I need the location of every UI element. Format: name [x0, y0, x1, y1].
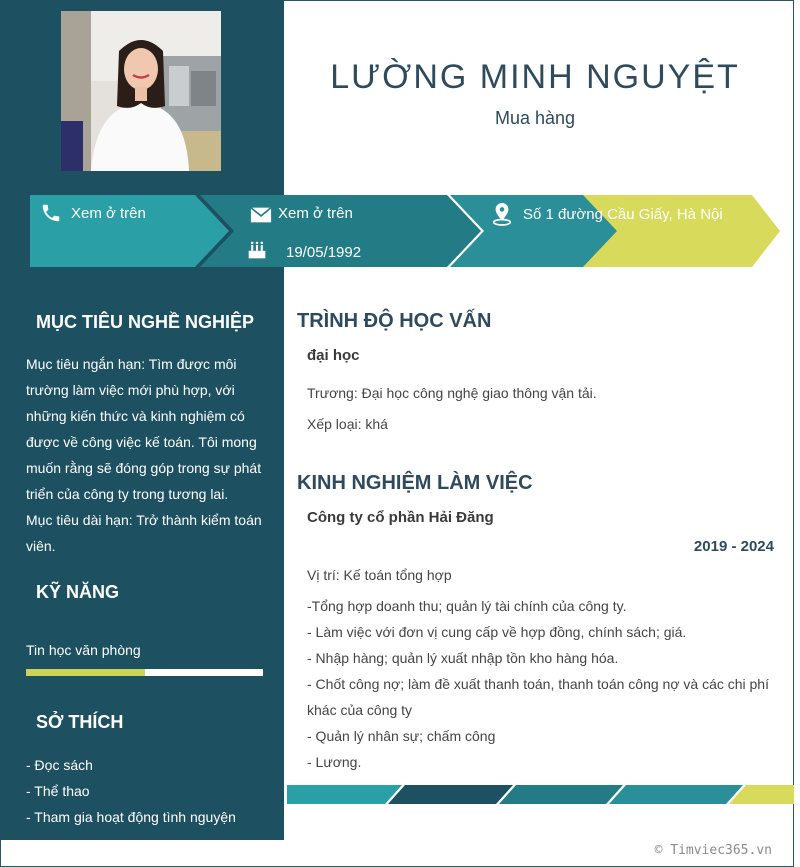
hobbies-heading: SỞ THÍCH	[36, 712, 124, 732]
skill-name: Tin học văn phòng	[26, 642, 141, 658]
contact-email: Xem ở trên	[278, 205, 353, 222]
contact-birthday: 19/05/1992	[286, 244, 362, 261]
contact-address: Số 1 đường Cầu Giấy, Hà Nội	[523, 206, 723, 223]
copyright-text: © Timviec365.vn	[654, 843, 772, 858]
duty-item: - Quản lý nhân sự; chấm công	[307, 728, 496, 744]
job-title: Mua hàng	[494, 108, 576, 128]
skill-level-fill	[26, 669, 145, 676]
location-pin-icon	[491, 202, 513, 226]
birthday-cake-icon	[247, 240, 267, 260]
duty-item: - Chốt công nợ; làm đề xuất thanh toán, thanh toán công nợ và các chi phí khác của công ty	[307, 676, 769, 718]
education-school: Trương: Đại học công nghệ giao thông vận tải.	[307, 385, 597, 401]
education-degree: đại học	[307, 347, 360, 364]
hobby-item: - Đọc sách	[26, 757, 93, 773]
duty-item: - Làm việc với đơn vị cung cấp về hợp đồng, chính sách; giá.	[307, 624, 687, 640]
experience-position: Vị trí: Kế toán tổng hợp	[307, 567, 452, 583]
candidate-name: LƯỜNG MINH NGUYỆT	[330, 58, 740, 96]
skills-heading: KỸ NĂNG	[36, 582, 120, 602]
duty-item: - Lương.	[307, 754, 362, 770]
experience-heading: KINH NGHIỆM LÀM VIỆC	[297, 472, 533, 494]
mail-icon	[250, 206, 272, 224]
footer-stripe	[287, 785, 794, 804]
career-objective-text: Mục tiêu ngắn hạn: Tìm được môi trường làm việc mới phù hợp, với những kiến thức và kinh nghiệm có được về công việc kế toán. Tôi mong muốn rằng sẽ đóng góp trong sự phát triển của công ty trong tương lai. Mục tiêu dài hạn: Trở thành kiểm toán viên.	[26, 356, 262, 554]
education-heading: TRÌNH ĐỘ HỌC VẤN	[297, 310, 492, 332]
skill-level-bar	[26, 669, 263, 676]
profile-photo	[61, 11, 221, 171]
career-objective-heading: MỤC TIÊU NGHỀ NGHIỆP	[36, 312, 255, 332]
hobby-item: - Thể thao	[26, 783, 90, 799]
education-grade: Xếp loại: khá	[307, 416, 388, 432]
contact-phone: Xem ở trên	[71, 205, 146, 222]
hobby-item: - Tham gia hoạt động tình nguyện	[26, 809, 236, 825]
duty-item: -Tổng hợp doanh thu; quản lý tài chính của công ty.	[307, 598, 627, 614]
duty-item: - Nhập hàng; quản lý xuất nhập tồn kho hàng hóa.	[307, 650, 619, 666]
contact-ribbon	[0, 190, 790, 272]
phone-icon	[40, 202, 62, 224]
experience-company: Công ty cổ phần Hải Đăng	[307, 509, 494, 526]
experience-period: 2019 - 2024	[693, 538, 774, 555]
